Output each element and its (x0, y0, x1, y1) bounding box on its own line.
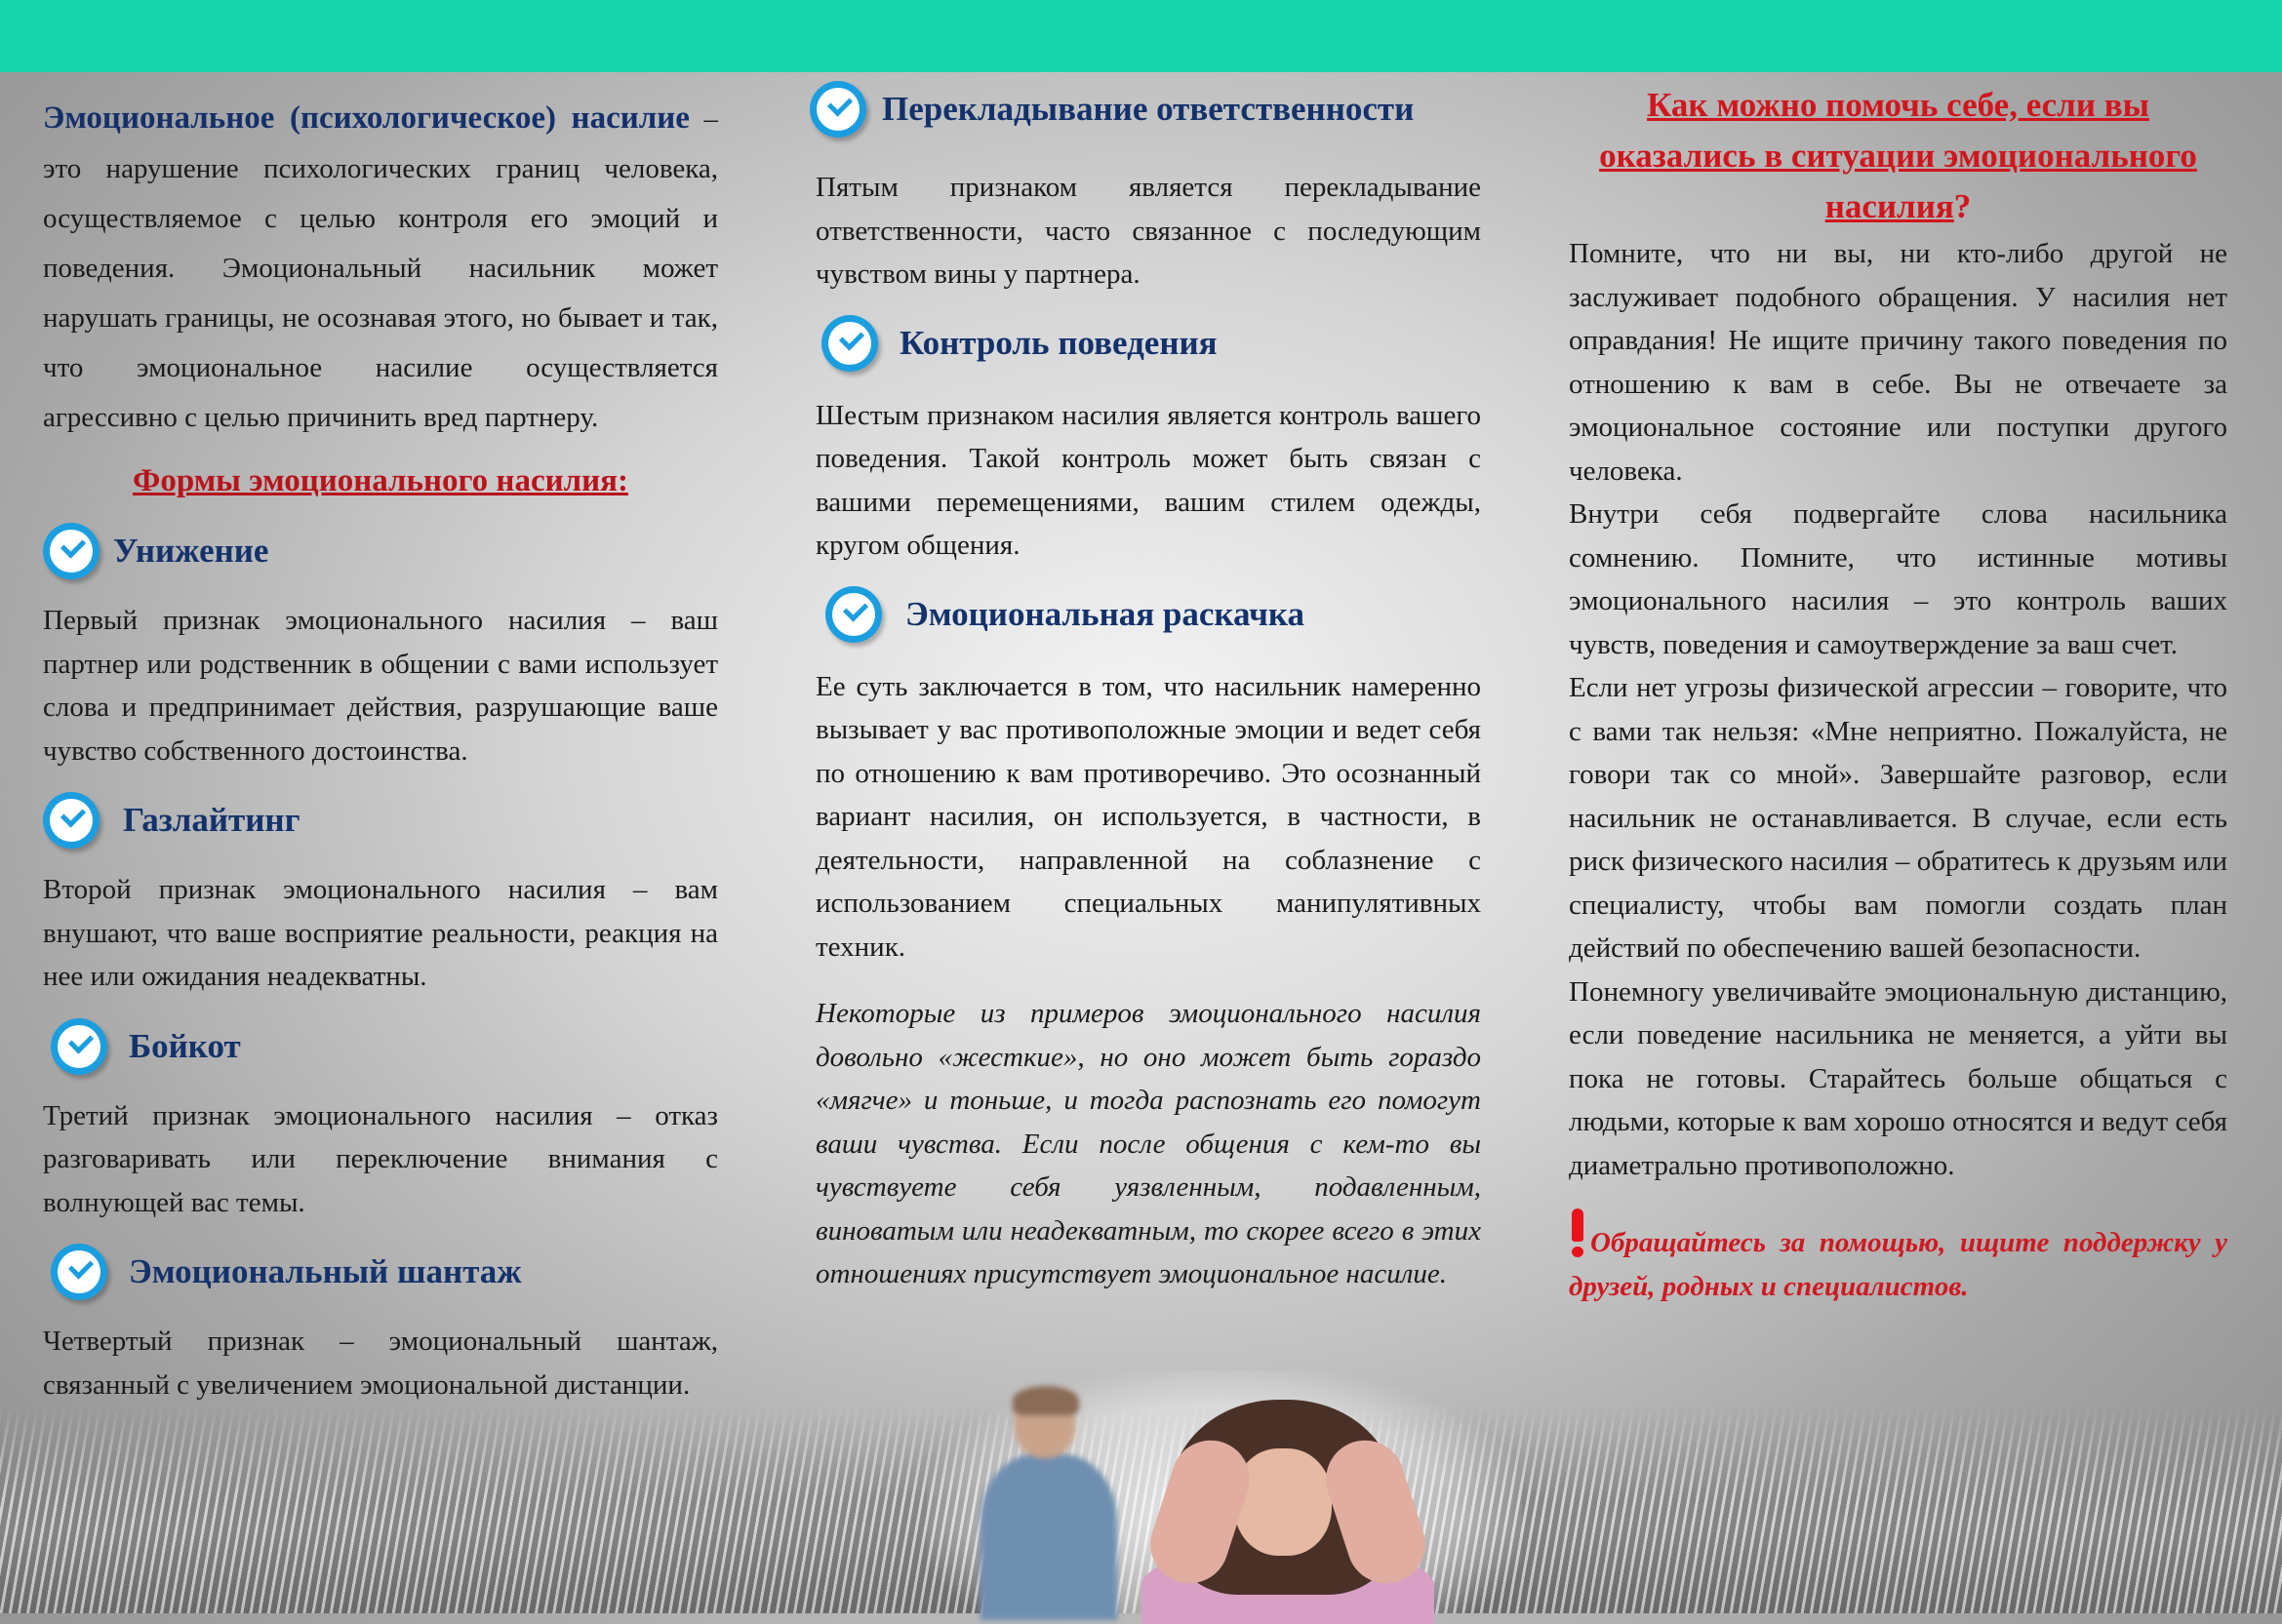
section-text: Четвертый признак – эмоциональный шантаж, связанный с увеличением эмоциональной дистанции. (43, 1326, 718, 1401)
left-column (43, 72, 718, 1406)
section-text: Второй признак эмоционального насилия – вам внушают, что ваше восприятие реальности, реакция на нее или ожидания неадекватны. (43, 874, 718, 992)
section-heading-emotional-swing (825, 577, 1481, 652)
check-icon (43, 792, 100, 849)
help-title (1569, 80, 2227, 232)
section-title: Контроль поведения (900, 323, 1218, 362)
section-text: Шестым признаком насилия является контроль вашего поведения. Такой контроль может быть связан с вашими перемещениями, вашим стилем одежды, кругом общения. (816, 399, 1481, 561)
help-title-text: Как можно помочь себе, если вы оказались в ситуации эмоционального насилия (1599, 86, 2197, 225)
intro-text: – это нарушение психологических границ человека, осуществляемое с целью контроля его эмоций и поведения. Эмоциональный насильник может нарушать границы, не осознавая этого, но бывает и так, что эмоциональное насилие осуществляется агрессивно с целью причинить вред партнеру. (43, 103, 718, 433)
help-paragraph: Внутри себя подвергайте слова насильника сомнению. Помните, что истинные мотивы эмоционального насилия – это контроль ваших чувств, поведения и самоутверждение за ваш счет. (1569, 498, 2227, 660)
check-icon (810, 81, 866, 138)
check-icon (43, 523, 100, 579)
section-heading-gaslighting (43, 786, 718, 854)
check-icon (51, 1018, 107, 1075)
section-heading-blackmail (43, 1238, 718, 1306)
section-text: Пятым признаком является перекладывание ответственности, часто связанное с последующим чувством вины у партнера. (816, 172, 1481, 290)
intro-paragraph (43, 94, 718, 442)
section-title: Эмоциональный шантаж (129, 1252, 522, 1290)
section-title: Унижение (113, 532, 269, 570)
section-title: Эмоциональная раскачка (905, 594, 1305, 633)
section-text: Третий признак эмоционального насилия – отказ разговаривать или переключение внимания с волнующей вас темы. (43, 1099, 718, 1218)
section-title: Газлайтинг (123, 801, 300, 839)
top-accent-bar (0, 0, 2282, 72)
help-paragraph: Понемногу увеличивайте эмоциональную дистанцию, если поведение насильника не меняется, а уйти вы пока не готовы. Старайтесь больше общаться с людьми, которые к вам хорошо относятся и ведут себя диаметрально противоположно. (1569, 975, 2227, 1181)
exclamation-icon (1569, 1208, 1586, 1257)
forms-title: Формы эмоционального насилия: (133, 463, 628, 498)
check-icon (821, 315, 878, 372)
intro-term: Эмоциональное (психологическое) насилие (43, 100, 690, 136)
section-heading-boycott (43, 1012, 718, 1081)
illustration-distressed-woman (927, 1370, 1522, 1613)
woman-figure (1141, 1400, 1434, 1613)
help-paragraph: Если нет угрозы физической агрессии – говорите, что с вами так нельзя: «Мне неприятно. Пожалуйста, не говори так со мной». Завершайте разговор, если насильник не останавливается. В случае, если есть риск физического насилия – обратитесь к друзьям или специалисту, чтобы вам помогли создать план действий по обеспечению вашей безопасности. (1569, 672, 2227, 964)
check-icon (825, 586, 882, 643)
section-title: Перекладывание ответственности (882, 90, 1415, 128)
section-text: Первый признак эмоционального насилия – ваш партнер или родственник в общении с вами использует слова и предпринимает действия, разрушающие ваше чувство собственного достоинства. (43, 605, 718, 767)
man-figure (976, 1390, 1122, 1613)
call-to-action (1569, 1208, 2227, 1308)
help-paragraph: Помните, что ни вы, ни кто-либо другой не заслуживает подобного обращения. У насилия нет оправдания! Не ищите причину такого поведения по отношению к вам в себе. Вы не отвечаете за эмоциональное состояние или поступки другого человека. (1569, 238, 2227, 487)
call-to-action-text: Обращайтесь за помощью, ищите поддержку у друзей, родных и специалистов. (1569, 1227, 2227, 1302)
right-column (1569, 72, 2227, 1308)
section-text: Ее суть заключается в том, что насильник намеренно вызывает у вас противоположные эмоции и ведет себя по отношению к вам противоречиво. Это осознанный вариант насилия, он используется, в частности, в деятельности, направленной на соблазнение с использованием специальных манипулятивных техник. (816, 670, 1481, 963)
section-heading-responsibility (810, 72, 1481, 146)
check-icon (51, 1244, 107, 1300)
section-title: Бойкот (129, 1026, 241, 1065)
section-heading-humiliation (43, 517, 718, 585)
section-heading-behavior-control (821, 306, 1481, 380)
italic-note: Некоторые из примеров эмоционального насилия довольно «жесткие», но оно может быть гораздо «мягче» и тоньше, и тогда распознать его помогут ваши чувства. Если после общения с кем-то вы чувствуете себя уязвленным, подавленным, виноватым или неадекватным, то скорее всего в этих отношениях присутствует эмоциональное насилие. (816, 998, 1481, 1289)
middle-column (816, 72, 1481, 1296)
help-title-mark: ? (1953, 187, 1972, 225)
